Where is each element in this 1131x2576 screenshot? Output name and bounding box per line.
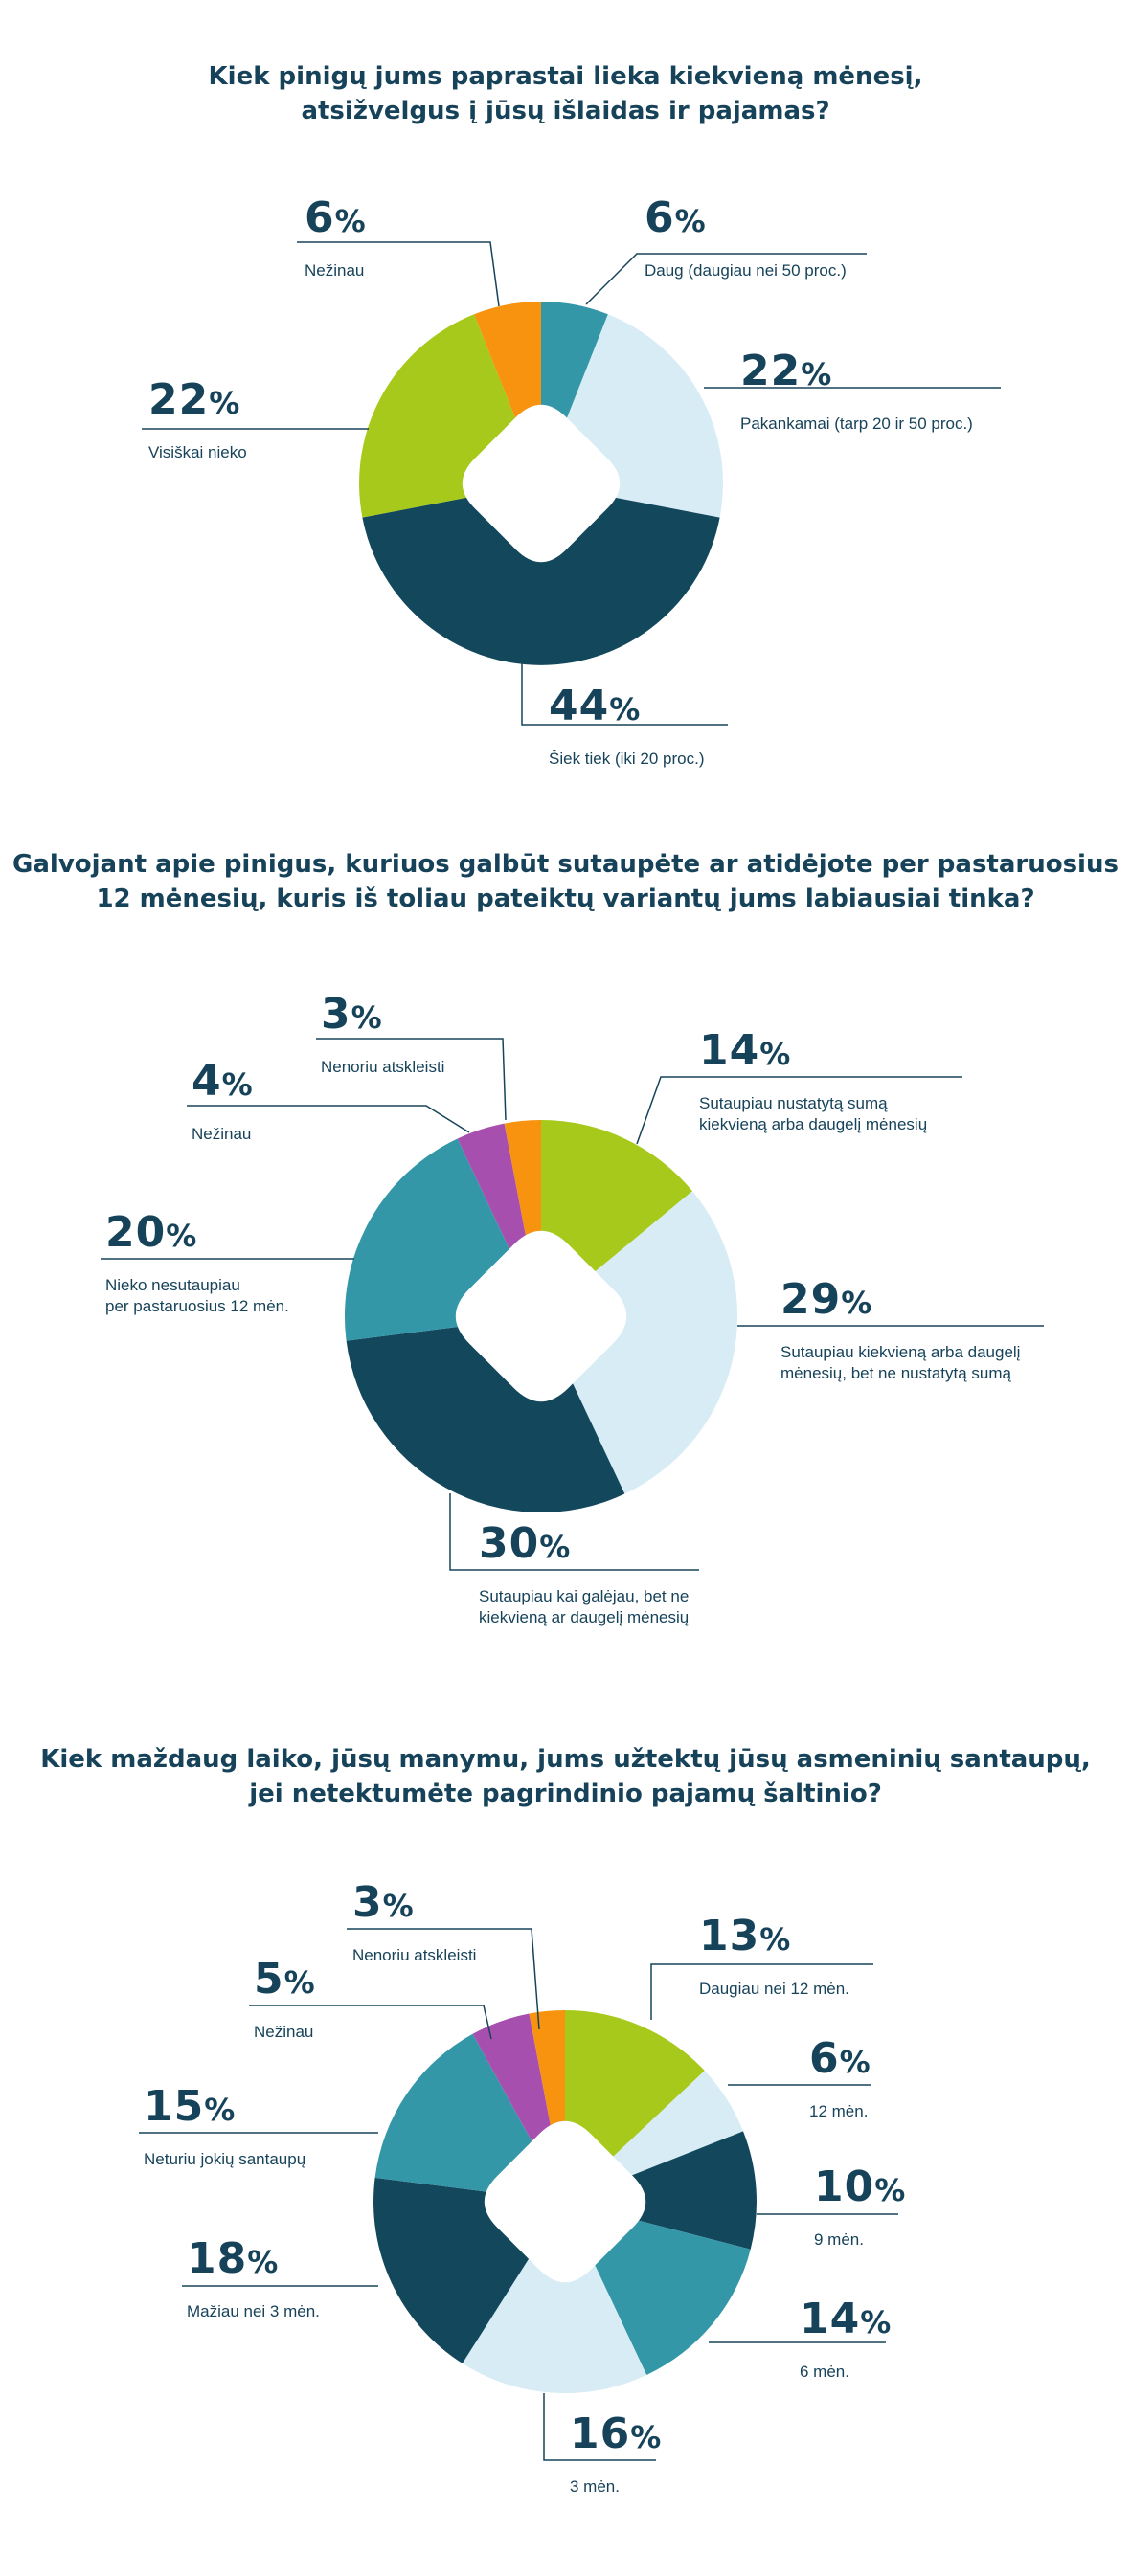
slice-percent-value: 22 bbox=[148, 375, 210, 424]
percent-sign: % bbox=[283, 1964, 316, 2001]
slice-label bbox=[809, 2034, 871, 2122]
slice-percent-value: 6 bbox=[809, 2034, 840, 2083]
slice-category-line: Sutaupiau nustatytą sumą bbox=[699, 1094, 888, 1112]
percent-sign: % bbox=[204, 2092, 237, 2128]
slice-percent bbox=[814, 2162, 907, 2212]
percent-sign: % bbox=[209, 385, 241, 421]
percent-sign: % bbox=[247, 2244, 280, 2280]
slice-percent bbox=[800, 2297, 892, 2344]
slice-category-label bbox=[144, 2149, 305, 2170]
slice-category-line: Mažiau nei 3 mėn. bbox=[187, 2302, 320, 2320]
slice-category-line: Nenoriu atskleisti bbox=[321, 1058, 445, 1076]
slice-category-line: 6 mėn. bbox=[800, 2363, 849, 2381]
slice-category-line: Šiek tiek (iki 20 proc.) bbox=[549, 750, 705, 768]
chart-title-line: jei netektumėte pagrindinio pajamų šaltinio? bbox=[249, 1780, 882, 1808]
slice-category-line: Sutaupiau kai galėjau, bet ne bbox=[479, 1587, 690, 1605]
slice-category-line: kiekvieną arba daugelį mėnesių bbox=[699, 1115, 928, 1133]
slice-category-label bbox=[187, 2301, 320, 2322]
slice-category-line: 12 mėn. bbox=[809, 2102, 869, 2120]
slice-percent-value: 10 bbox=[814, 2162, 875, 2211]
slice-percent-value: 22 bbox=[740, 347, 802, 395]
slice-percent-value: 3 bbox=[352, 1878, 383, 1927]
percent-sign: % bbox=[630, 2419, 663, 2455]
slice-percent-value: 44 bbox=[549, 682, 610, 730]
percent-sign: % bbox=[759, 1036, 792, 1072]
percent-sign: % bbox=[839, 2044, 871, 2080]
slice-percent-value: 15 bbox=[144, 2082, 205, 2131]
slice-percent bbox=[570, 2409, 663, 2459]
slice-percent bbox=[809, 2034, 871, 2084]
slice-category-line: Sutaupiau kiekvieną arba daugelį bbox=[780, 1343, 1021, 1361]
slice-category-label bbox=[809, 2101, 871, 2122]
slice-label bbox=[352, 1878, 477, 1966]
chart-title-line: atsižvelgus į jūsų išlaidas ir pajamas? bbox=[301, 97, 830, 125]
slice-percent-value: 6 bbox=[305, 193, 335, 242]
slice-category-line: Visiškai nieko bbox=[148, 443, 247, 461]
slice-percent bbox=[254, 1955, 316, 2005]
slice-percent bbox=[144, 2082, 305, 2132]
slice-category-line: Nežinau bbox=[192, 1125, 252, 1143]
slice-label bbox=[814, 2162, 907, 2251]
chart-title-line: Galvojant apie pinigus, kuriuos galbūt sutaupėte ar atidėjote per pastaruosius bbox=[12, 850, 1119, 879]
slice-category-label bbox=[570, 2476, 662, 2498]
slice-category-label bbox=[800, 2362, 892, 2383]
slice-percent bbox=[699, 1912, 849, 1961]
slice-category-line: per pastaruosius 12 mėn. bbox=[105, 1297, 289, 1315]
slice-category-line: Daug (daugiau nei 50 proc.) bbox=[645, 261, 847, 280]
slice-percent-value: 6 bbox=[645, 193, 675, 242]
slice-percent-value: 14 bbox=[699, 1026, 760, 1075]
slice-category-line: mėnesių, bet ne nustatytą sumą bbox=[780, 1364, 1011, 1382]
percent-sign: % bbox=[382, 1888, 415, 1924]
chart-title-line: Kiek pinigų jums paprastai lieka kiekvieną mėnesį, bbox=[208, 62, 923, 91]
slice-percent-value: 20 bbox=[105, 1208, 167, 1257]
slice-category-line: Daugiau nei 12 mėn. bbox=[699, 1980, 849, 1998]
chart-title-line: 12 mėnesių, kuris iš toliau pateiktų variantų jums labiausiai tinka? bbox=[96, 885, 1035, 913]
slice-label bbox=[699, 1912, 849, 2000]
slice-category-line: Nežinau bbox=[305, 261, 365, 280]
percent-sign: % bbox=[759, 1921, 792, 1958]
slice-label bbox=[144, 2082, 306, 2170]
slice-category-line: Nežinau bbox=[254, 2023, 314, 2041]
slice-percent-value: 18 bbox=[187, 2234, 248, 2283]
slice-category-line: 3 mėn. bbox=[570, 2477, 620, 2496]
percent-sign: % bbox=[841, 1285, 873, 1321]
percent-sign: % bbox=[860, 2304, 893, 2341]
slice-category-label bbox=[352, 1945, 476, 1966]
slice-label bbox=[800, 2297, 892, 2383]
slice-percent-value: 3 bbox=[321, 990, 351, 1039]
slice-label bbox=[187, 2234, 320, 2322]
slice-category-line: 9 mėn. bbox=[814, 2230, 864, 2249]
chart-title-line: Kiek maždaug laiko, jūsų manymu, jums užtektų jūsų asmeninių santaupų, bbox=[40, 1745, 1091, 1774]
slice-percent-value: 30 bbox=[479, 1519, 540, 1568]
slice-category-line: Nieko nesutaupiau bbox=[105, 1276, 240, 1294]
slice-label bbox=[570, 2409, 663, 2498]
percent-sign: % bbox=[801, 356, 833, 392]
percent-sign: % bbox=[221, 1066, 254, 1103]
percent-sign: % bbox=[674, 203, 707, 239]
slice-category-line: Pakankamai (tarp 20 ir 50 proc.) bbox=[740, 414, 973, 433]
slice-percent-value: 29 bbox=[780, 1275, 842, 1324]
percent-sign: % bbox=[166, 1218, 198, 1254]
slice-percent-value: 14 bbox=[800, 2295, 861, 2343]
percent-sign: % bbox=[334, 203, 367, 239]
slice-label bbox=[254, 1955, 316, 2043]
percent-sign: % bbox=[609, 691, 642, 728]
slice-percent bbox=[352, 1878, 476, 1928]
slice-percent bbox=[187, 2234, 320, 2284]
slice-category-line: Nenoriu atskleisti bbox=[352, 1946, 477, 1964]
percent-sign: % bbox=[351, 999, 383, 1036]
slice-percent-value: 13 bbox=[699, 1912, 760, 1960]
slice-percent-value: 16 bbox=[570, 2409, 631, 2458]
slice-category-line: kiekvieną ar daugelį mėnesių bbox=[479, 1608, 690, 1626]
slice-category-label bbox=[699, 1979, 849, 2000]
slice-category-line: Neturiu jokių santaupų bbox=[144, 2150, 306, 2168]
slice-percent-value: 5 bbox=[254, 1955, 284, 2004]
percent-sign: % bbox=[539, 1529, 572, 1565]
slice-category-label bbox=[814, 2229, 906, 2251]
slice-category-label bbox=[254, 2022, 316, 2043]
percent-sign: % bbox=[874, 2172, 907, 2208]
slice-percent-value: 4 bbox=[192, 1057, 222, 1106]
